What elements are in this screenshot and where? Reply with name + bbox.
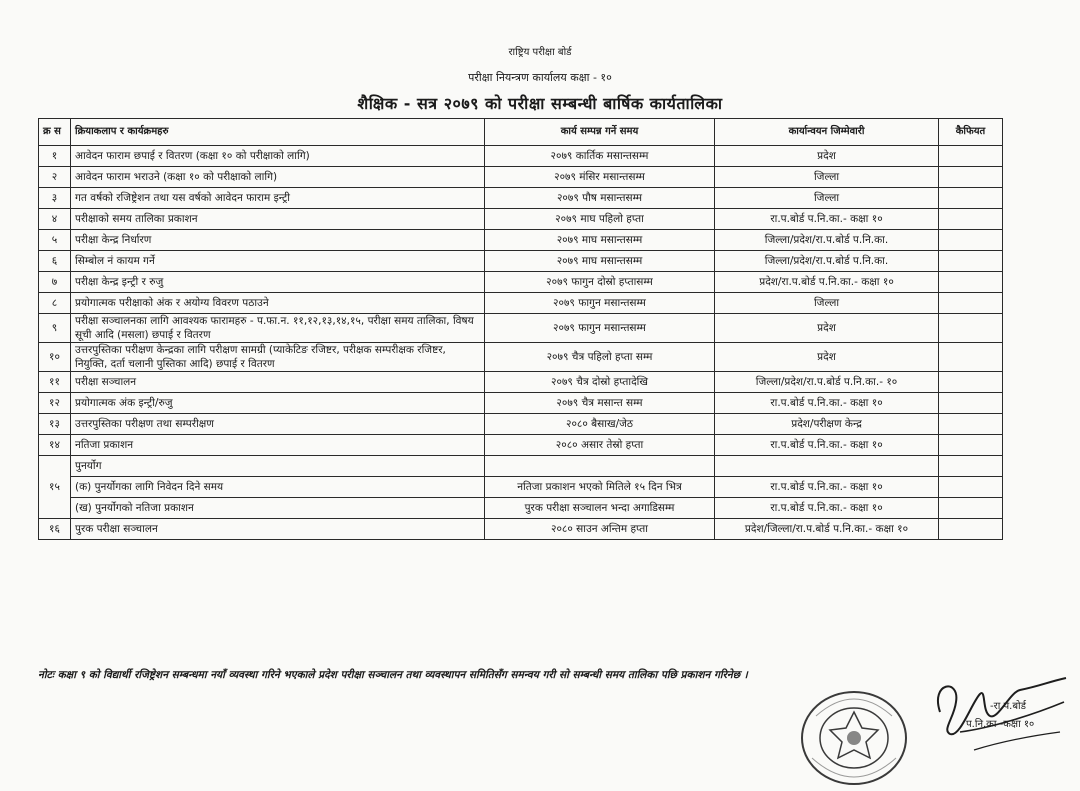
table-row [39,498,1003,519]
cell-remarks [939,188,1003,209]
cell-responsibility: प्रदेश [715,343,939,372]
cell-remarks [939,414,1003,435]
cell-time: २०८० असार तेस्रो हप्ता [485,435,715,456]
signature-line-1: -रा.प.बोर्ड [990,701,1026,712]
table-row [39,251,1003,272]
cell-activity: परीक्षा सञ्चालनका लागि आवश्यक फारामहरु - प.फा.न. ११,१२,१३,१४,१५, परीक्षा समय तालिका, विषय सूची आदि (मसला) छपाई र वितरण [71,314,485,343]
cell-remarks [939,519,1003,540]
cell-responsibility: रा.प.बोर्ड प.नि.का.- कक्षा १० [715,498,939,519]
cell-activity: उत्तरपुस्तिका परीक्षण तथा सम्परीक्षण [71,414,485,435]
cell-time: २०७९ फागुन दोस्रो हप्तासम्म [485,272,715,293]
cell-activity: परीक्षा केन्द्र निर्धारण [71,230,485,251]
cell-sn: ३ [39,188,71,209]
cell-sn: १३ [39,414,71,435]
cell-time: २०७९ पौष मसान्तसम्म [485,188,715,209]
table-row [39,272,1003,293]
table-row [39,293,1003,314]
table-row [39,456,1003,477]
cell-activity: परीक्षा केन्द्र इन्ट्री र रुजु [71,272,485,293]
cell-activity: आवेदन फाराम छपाई र वितरण (कक्षा १० को परीक्षाको लागि) [71,146,485,167]
cell-time: २०७९ चैत्र मसान्त सम्म [485,393,715,414]
cell-activity-heading: पुनर्योग [71,456,485,477]
cell-activity: प्रयोगात्मक अंक इन्ट्री/रुजु [71,393,485,414]
cell-sn: १ [39,146,71,167]
cell-remarks [939,167,1003,188]
cell-sn: ४ [39,209,71,230]
cell-remarks [939,146,1003,167]
table-row [39,230,1003,251]
official-seal-icon [798,688,910,788]
table-row [39,209,1003,230]
cell-sn: ६ [39,251,71,272]
schedule-table [38,118,1003,540]
cell-responsibility: प्रदेश [715,314,939,343]
cell-activity: पुरक परीक्षा सञ्चालन [71,519,485,540]
cell-remarks [939,393,1003,414]
cell-time: पुरक परीक्षा सञ्चालन भन्दा अगाडिसम्म [485,498,715,519]
cell-time [485,456,715,477]
cell-time: २०७९ चैत्र पहिलो हप्ता सम्म [485,343,715,372]
document-title: शैक्षिक - सत्र २०७९ को परीक्षा सम्बन्धी बार्षिक कार्यतालिका [357,94,723,113]
cell-activity: परीक्षाको समय तालिका प्रकाशन [71,209,485,230]
cell-remarks [939,456,1003,477]
cell-time: २०८० साउन अन्तिम हप्ता [485,519,715,540]
cell-activity: गत वर्षको रजिष्ट्रेशन तथा यस वर्षको आवेदन फाराम इन्ट्री [71,188,485,209]
cell-sn: १० [39,343,71,372]
table-row [39,414,1003,435]
table-row [39,188,1003,209]
cell-responsibility: जिल्ला/प्रदेश/रा.प.बोर्ड प.नि.का.- १० [715,372,939,393]
cell-remarks [939,372,1003,393]
cell-time: २०७९ माघ मसान्तसम्म [485,251,715,272]
table-row [39,519,1003,540]
cell-time: २०७९ फागुन मसान्तसम्म [485,314,715,343]
cell-activity: आवेदन फाराम भराउने (कक्षा १० को परीक्षाको लागि) [71,167,485,188]
cell-activity: सिम्बोल नं कायम गर्ने [71,251,485,272]
cell-responsibility: रा.प.बोर्ड प.नि.का.- कक्षा १० [715,209,939,230]
cell-sn: १२ [39,393,71,414]
cell-remarks [939,293,1003,314]
cell-time: २०८० बैसाख/जेठ [485,414,715,435]
cell-activity: परीक्षा सञ्चालन [71,372,485,393]
table-row [39,167,1003,188]
board-name: राष्ट्रिय परीक्षा बोर्ड [508,47,572,58]
cell-responsibility: रा.प.बोर्ड प.नि.का.- कक्षा १० [715,477,939,498]
cell-responsibility: प्रदेश/परीक्षण केन्द्र [715,414,939,435]
signature-line-2: प.नि.का -कक्षा १० [966,719,1035,730]
cell-activity: (क) पुनर्योगका लागि निवेदन दिने समय [71,477,485,498]
cell-sn: ८ [39,293,71,314]
column-header-sn: क्र स [39,119,71,146]
cell-sn: १४ [39,435,71,456]
cell-responsibility: प्रदेश/रा.प.बोर्ड प.नि.का.- कक्षा १० [715,272,939,293]
column-header-remarks: कैफियत [939,119,1003,146]
office-name: परीक्षा नियन्त्रण कार्यालय कक्षा - १० [468,71,612,84]
cell-responsibility: प्रदेश [715,146,939,167]
cell-time: २०७९ कार्तिक मसान्तसम्म [485,146,715,167]
cell-sn: ९ [39,314,71,343]
cell-remarks [939,477,1003,498]
table-row [39,343,1003,372]
table-header-row [39,119,1003,146]
cell-sn: २ [39,167,71,188]
cell-time: २०७९ फागुन मसान्तसम्म [485,293,715,314]
cell-sn: ५ [39,230,71,251]
cell-responsibility: प्रदेश/जिल्ला/रा.प.बोर्ड प.नि.का.- कक्षा १० [715,519,939,540]
column-header-responsibility: कार्यान्वयन जिम्मेवारी [715,119,939,146]
table-row [39,372,1003,393]
cell-remarks [939,251,1003,272]
cell-remarks [939,314,1003,343]
cell-sn: ११ [39,372,71,393]
cell-responsibility: जिल्ला [715,167,939,188]
cell-sn: १५ [39,456,71,519]
cell-responsibility: जिल्ला/प्रदेश/रा.प.बोर्ड प.नि.का. [715,251,939,272]
cell-remarks [939,272,1003,293]
cell-responsibility: जिल्ला/प्रदेश/रा.प.बोर्ड प.नि.का. [715,230,939,251]
cell-time: २०७९ चैत्र दोस्रो हप्तादेखि [485,372,715,393]
cell-activity: नतिजा प्रकाशन [71,435,485,456]
cell-time: २०७९ मंसिर मसान्तसम्म [485,167,715,188]
cell-sn: ७ [39,272,71,293]
cell-remarks [939,209,1003,230]
column-header-activity: क्रियाकलाप र कार्यक्रमहरु [71,119,485,146]
cell-remarks [939,435,1003,456]
footnote: नोटः कक्षा ९ को विद्यार्थी रजिष्ट्रेशन सम्बन्धमा नयाँ व्यवस्था गरिने भएकाले प्रदेश परीक्षा सञ्चालन तथा व्यवस्थापन समितिसँग समन्वय गरी सो सम्बन्धी समय तालिका पछि प्रकाशन गरिनेछ । [38,669,748,681]
table-row [39,435,1003,456]
cell-remarks [939,343,1003,372]
cell-activity: उत्तरपुस्तिका परीक्षण केन्द्रका लागि परीक्षण सामग्री (प्याकेटिङ रजिष्टर, परीक्षक सम्परीक्षक रजिष्टर, नियुक्ति, दर्ता चलानी पुस्तिका आदि) छपाई र वितरण [71,343,485,372]
cell-responsibility: रा.प.बोर्ड प.नि.का.- कक्षा १० [715,435,939,456]
cell-responsibility: जिल्ला [715,188,939,209]
cell-responsibility: रा.प.बोर्ड प.नि.का.- कक्षा १० [715,393,939,414]
cell-time: नतिजा प्रकाशन भएको मितिले १५ दिन भित्र [485,477,715,498]
cell-remarks [939,230,1003,251]
table-row [39,314,1003,343]
cell-responsibility: जिल्ला [715,293,939,314]
table-row [39,146,1003,167]
cell-remarks [939,498,1003,519]
table-row [39,393,1003,414]
cell-responsibility [715,456,939,477]
cell-sn: १६ [39,519,71,540]
table-row [39,477,1003,498]
cell-time: २०७९ माघ पहिलो हप्ता [485,209,715,230]
column-header-time: कार्य सम्पन्न गर्ने समय [485,119,715,146]
cell-activity: (ख) पुनर्योगको नतिजा प्रकाशन [71,498,485,519]
cell-activity: प्रयोगात्मक परीक्षाको अंक र अयोग्य विवरण पठाउने [71,293,485,314]
cell-time: २०७९ माघ मसान्तसम्म [485,230,715,251]
